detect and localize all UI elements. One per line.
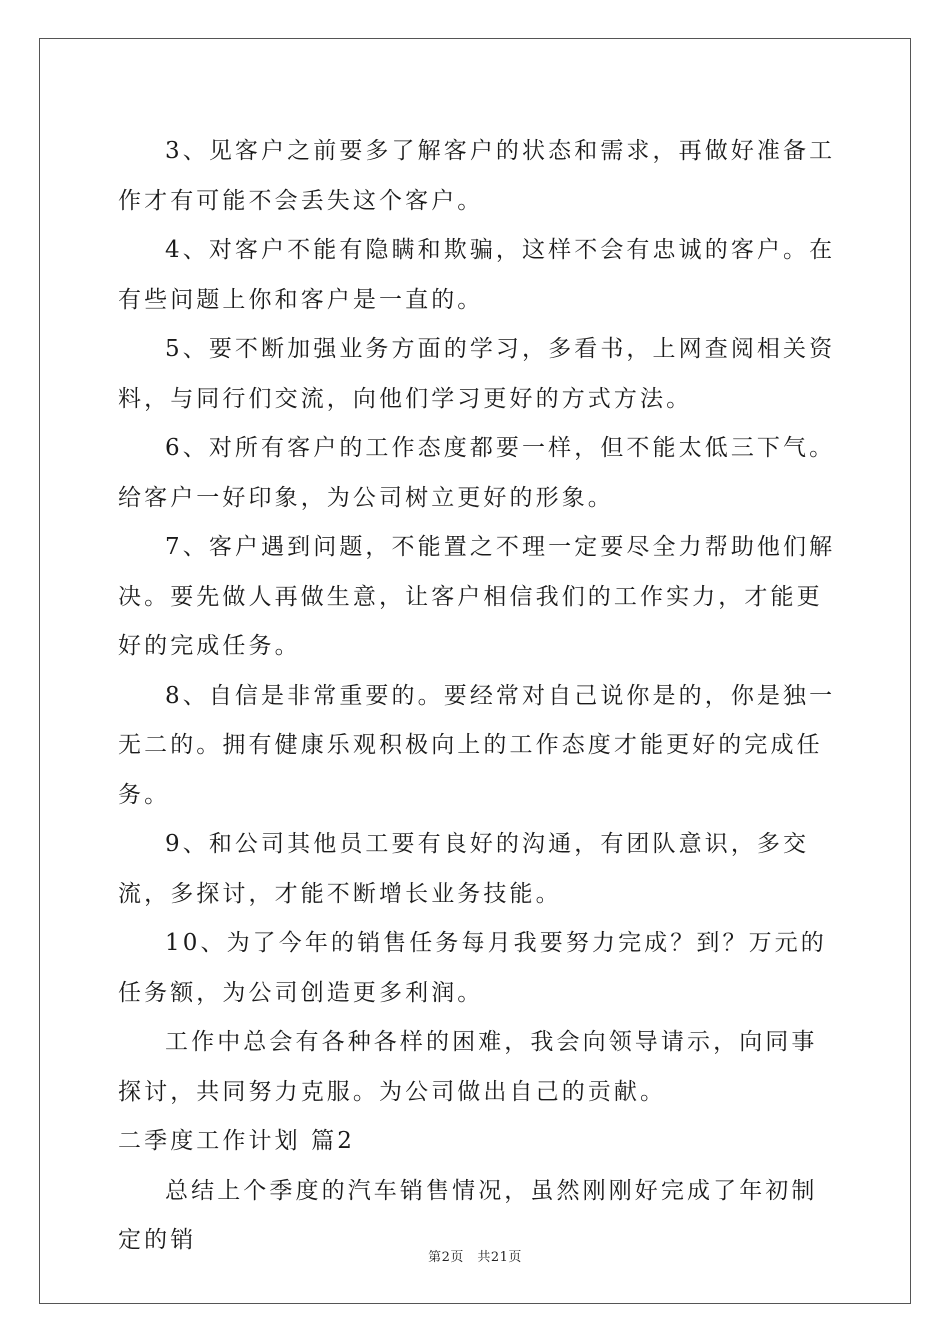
- paragraph-summary: 工作中总会有各种各样的困难，我会向领导请示，向同事探讨，共同努力克服。为公司做出自己的贡献。: [118, 1029, 818, 1105]
- paragraph-intro: 总结上个季度的汽车销售情况，虽然刚刚好完成了年初制定的销: [118, 1177, 818, 1253]
- page-number-footer: 第2页 共21页: [428, 1250, 522, 1265]
- paragraph-item-8: 8、自信是非常重要的。要经常对自己说你是的，你是独一无二的。拥有健康乐观积极向上的工作态度才能更好的完成任务。: [118, 682, 836, 808]
- document-body: [118, 127, 838, 1266]
- paragraph-item-6: 6、对所有客户的工作态度都要一样，但不能太低三下气。给客户一好印象，为公司树立更好的形象。: [118, 435, 836, 511]
- section-heading: 二季度工作计划 篇2: [118, 1128, 355, 1154]
- paragraph-item-7: 7、客户遇到问题，不能置之不理一定要尽全力帮助他们解决。要先做人再做生意，让客户相信我们的工作实力，才能更好的完成任务。: [118, 534, 836, 659]
- paragraph-item-10: 10、为了今年的销售任务每月我要努力完成？到？万元的任务额，为公司创造更多利润。: [118, 930, 827, 1006]
- paragraph-item-5: 5、要不断加强业务方面的学习，多看书，上网查阅相关资料，与同行们交流，向他们学习更好的方式方法。: [118, 336, 836, 412]
- paragraph-item-9: 9、和公司其他员工要有良好的沟通，有团队意识，多交流，多探讨，才能不断增长业务技能。: [118, 831, 810, 907]
- paragraph-item-3: 3、见客户之前要多了解客户的状态和需求，再做好准备工作才有可能不会丢失这个客户。: [118, 138, 836, 214]
- paragraph-item-4: 4、对客户不能有隐瞒和欺骗，这样不会有忠诚的客户。在有些问题上你和客户是一直的。: [118, 237, 836, 313]
